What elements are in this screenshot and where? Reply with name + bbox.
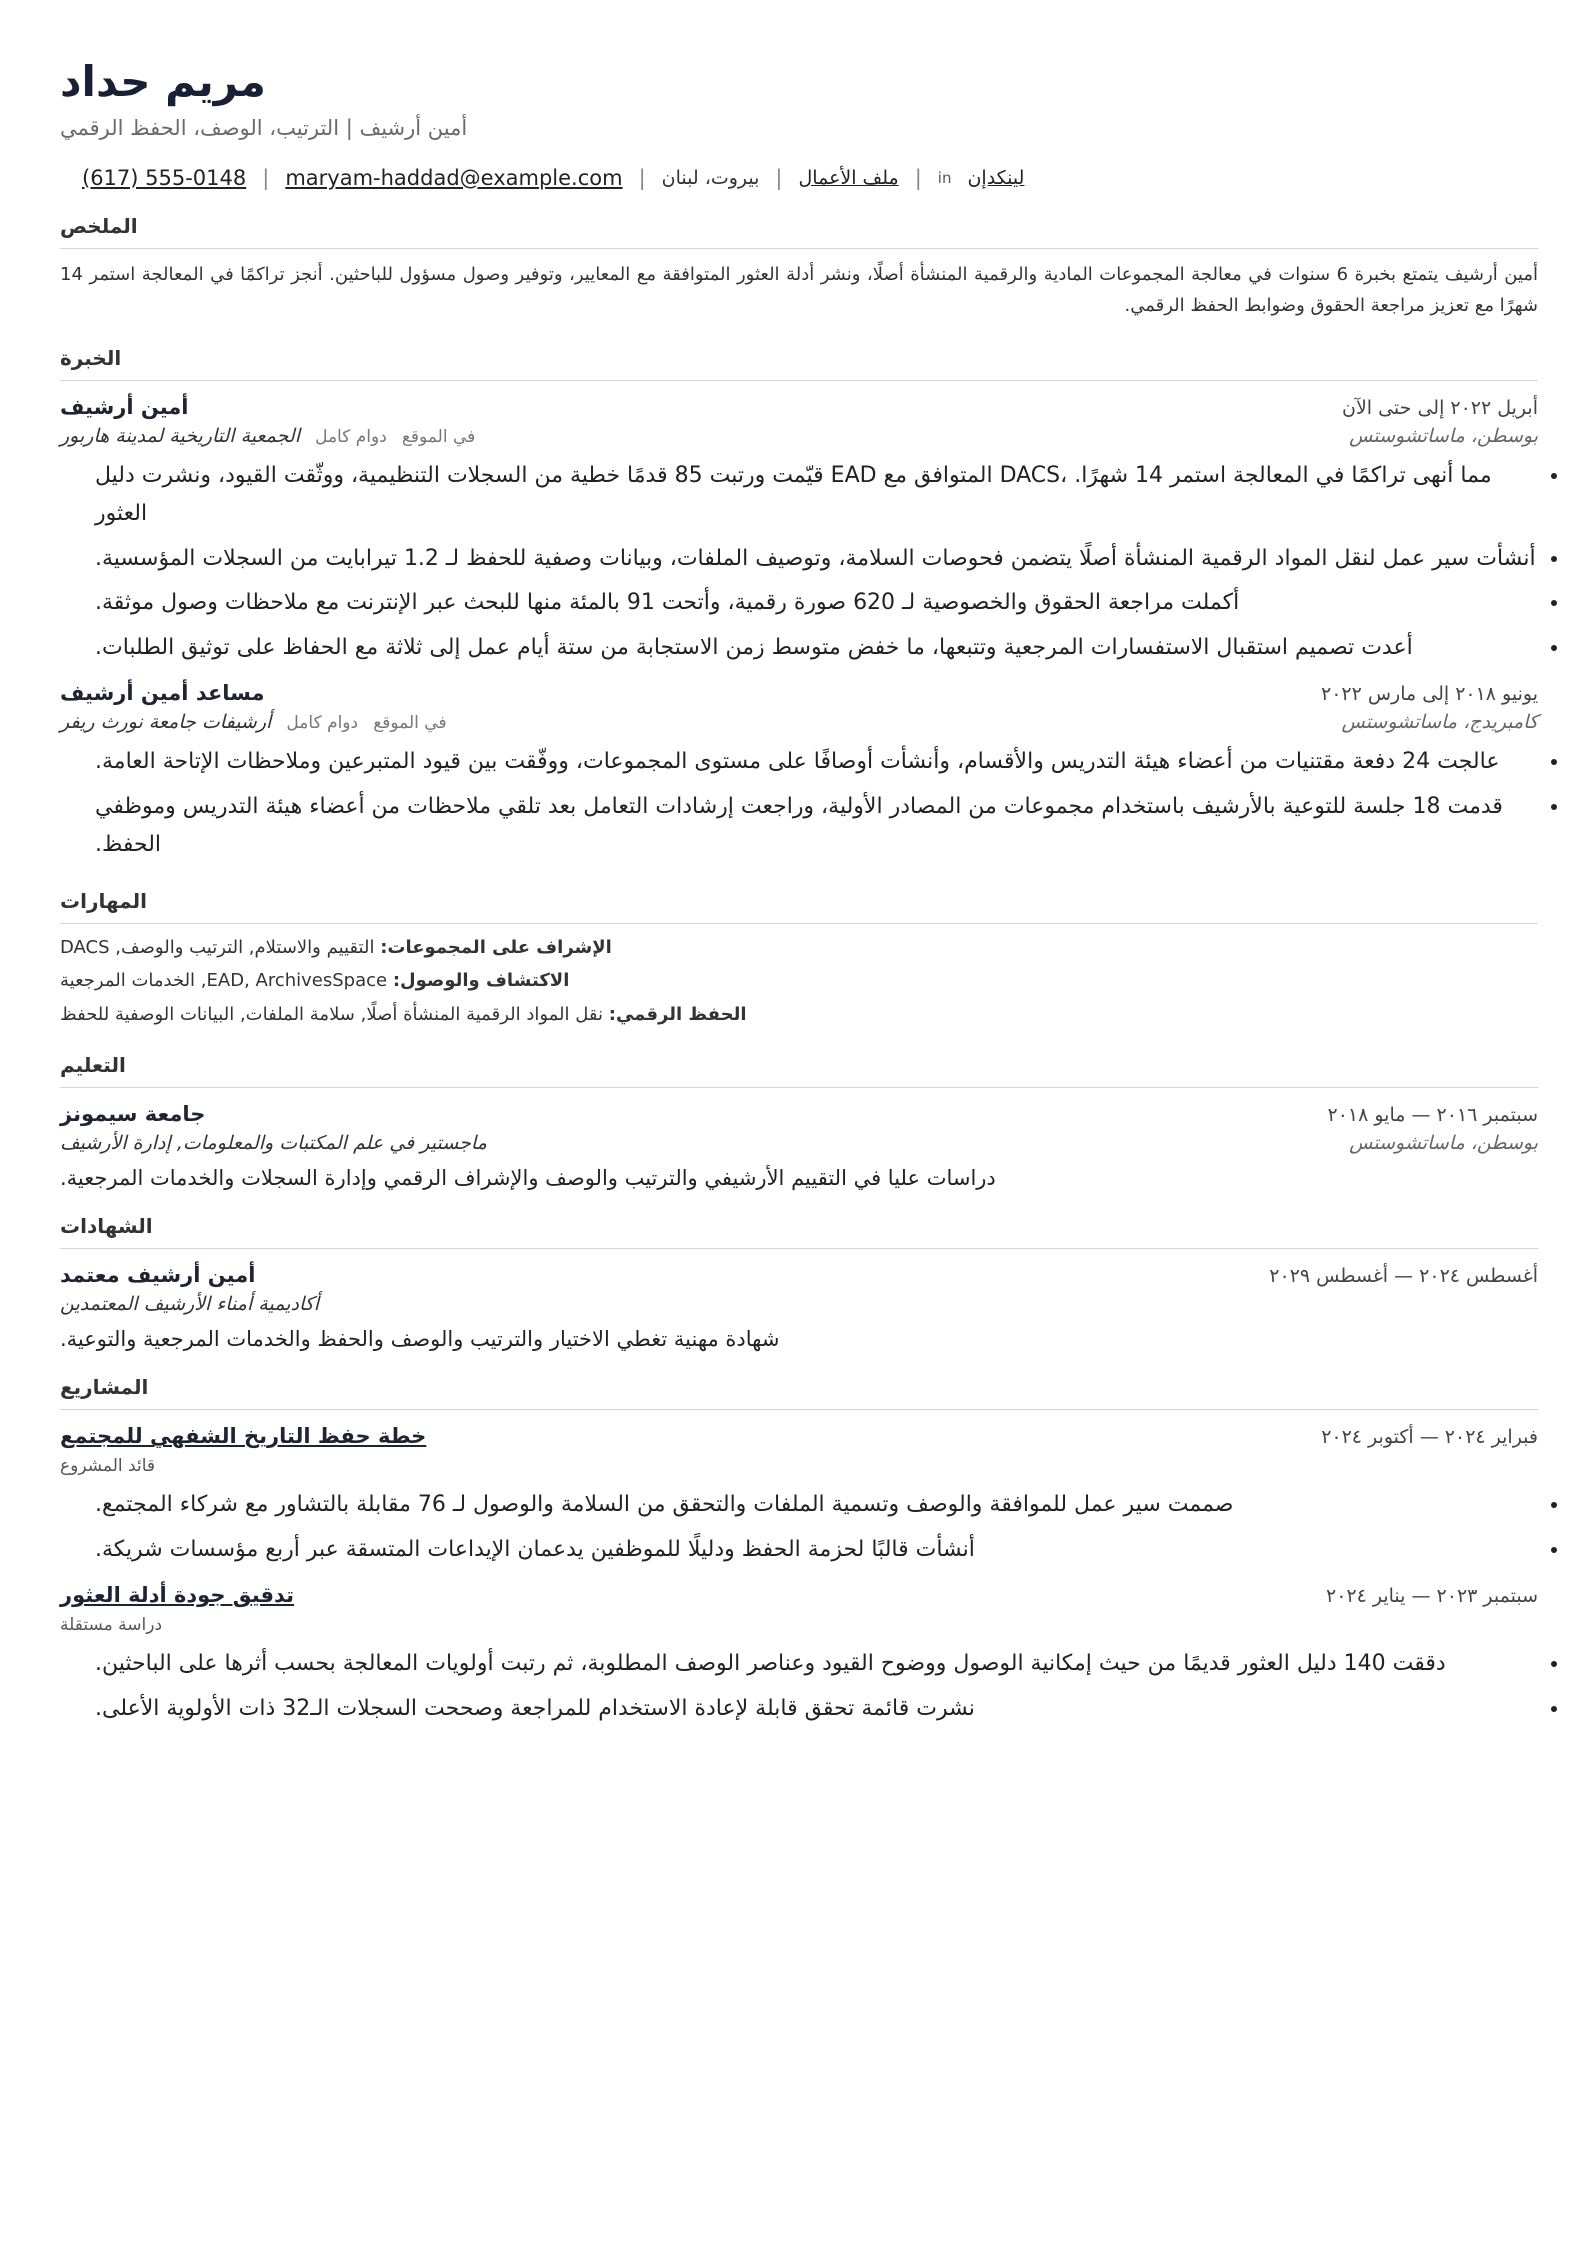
job-dates: أبريل ٢٠٢٢ إلى حتى الآن — [1341, 396, 1538, 419]
separator: | — [914, 165, 922, 190]
job-organization: الجمعية التاريخية لمدينة هاربور — [60, 424, 300, 447]
project-entry — [60, 1424, 1538, 1569]
list-item: • أعدت تصميم استقبال الاستفسارات المرجعية وتتبعها، ما خفض متوسط زمن الاستجابة من ستة أيام عمل إلى ثلاثة مع الحفاظ على توثيق الطلبات. — [95, 629, 1538, 668]
project-dates: سبتمبر ٢٠٢٣ — يناير ٢٠٢٤ — [1326, 1585, 1538, 1608]
section-divider — [60, 248, 1538, 249]
work-mode: في الموقع — [373, 713, 447, 734]
job-bullets — [60, 743, 1538, 865]
school-name: جامعة سيمونز — [60, 1102, 206, 1127]
contact-bar — [82, 166, 1538, 190]
section-title-certifications: الشهادات — [60, 1214, 153, 1239]
project-entry — [60, 1583, 1538, 1728]
job-title: أمين أرشيف — [60, 394, 189, 419]
section-divider — [60, 380, 1538, 381]
job-organization: أرشيفات جامعة نورث ريفر — [60, 711, 272, 734]
candidate-subtitle: أمين أرشيف | الترتيب، الوصف، الحفظ الرقمي — [60, 115, 468, 140]
list-item: • أنشأت سير عمل لنقل المواد الرقمية المنشأة أصلًا يتضمن فحوصات السلامة، وتوصيف الملفات، وبيانات وصفية للحفظ لـ 1.2 تيرابايت من السجلات المؤسسية. — [95, 540, 1538, 579]
education-description: دراسات عليا في التقييم الأرشيفي والترتيب والوصف والإشراف الرقمي وإدارة السجلات والخدمات المرجعية. — [60, 1166, 996, 1191]
project-dates: فبراير ٢٠٢٤ — أكتوبر ٢٠٢٤ — [1321, 1426, 1538, 1449]
job-bullets — [60, 457, 1538, 668]
list-item: • عالجت 24 دفعة مقتنيات من أعضاء هيئة التدريس والأقسام، وأنشأت أوصافًا على مستوى المجموعات، ووفّقت بين قيود المتبرعين وملاحظات الإتاحة العامة. — [95, 743, 1538, 782]
skill-row — [60, 967, 569, 995]
project-role: قائد المشروع — [60, 1456, 155, 1477]
certification-entry — [60, 1263, 1538, 1351]
list-item: • مما أنهى تراكمًا في المعالجة استمر 14 شهرًا. ،DACS المتوافق مع EAD قيّمت ورتبت 85 قدمًا خطية من السجلات التنظيمية، ووثّقت القيود، ونشرت دليل العثور — [95, 457, 1538, 534]
job-title: مساعد أمين أرشيف — [60, 681, 265, 706]
job-location: كامبريدج، ماساتشوستس — [1341, 711, 1538, 734]
section-title-education: التعليم — [60, 1053, 126, 1078]
list-item: • أكملت مراجعة الحقوق والخصوصية لـ 620 صورة رقمية، وأتحت 91 بالمئة منها للبحث عبر الإنترنت مع ملاحظات وصول موثقة. — [95, 584, 1538, 623]
portfolio-link[interactable]: ملف الأعمال — [798, 166, 899, 189]
project-title-link[interactable]: خطة حفظ التاريخ الشفهي للمجتمع — [60, 1424, 427, 1449]
education-location: بوسطن، ماساتشوستس — [1349, 1132, 1538, 1155]
certification-dates: أغسطس ٢٠٢٤ — أغسطس ٢٠٢٩ — [1269, 1265, 1538, 1288]
employment-type: دوام كامل — [286, 713, 359, 734]
section-title-summary: الملخص — [60, 213, 138, 238]
candidate-name: مريم حداد — [60, 57, 266, 106]
section-divider — [60, 1087, 1538, 1088]
separator: | — [775, 165, 783, 190]
skill-items: نقل المواد الرقمية المنشأة أصلًا, سلامة الملفات, البيانات الوصفية للحفظ — [60, 1004, 604, 1026]
education-entry — [60, 1102, 1538, 1190]
linkedin-icon: in — [937, 168, 952, 187]
skill-items: التقييم والاستلام, الترتيب والوصف, DACS — [60, 936, 375, 958]
list-item: • قدمت 18 جلسة للتوعية بالأرشيف باستخدام مجموعات من المصادر الأولية، وراجعت إرشادات التعامل بعد تلقي ملاحظات من أعضاء هيئة التدريس وموظفي الحفظ. — [95, 788, 1538, 865]
list-item: • أنشأت قالبًا لحزمة الحفظ ودليلًا للموظفين يدعمان الإيداعات المتسقة عبر أربع مؤسسات شريكة. — [95, 1531, 1538, 1570]
separator: | — [638, 165, 646, 190]
list-item: • نشرت قائمة تحقق قابلة لإعادة الاستخدام للمراجعة وصححت السجلات الـ32 ذات الأولوية الأعلى. — [95, 1690, 1538, 1729]
skill-label: الإشراف على المجموعات: — [380, 936, 612, 958]
skill-label: الاكتشاف والوصول: — [392, 970, 570, 992]
work-mode: في الموقع — [401, 426, 476, 447]
education-dates: سبتمبر ٢٠١٦ — مايو ٢٠١٨ — [1327, 1104, 1538, 1127]
separator: | — [262, 165, 270, 190]
employment-type: دوام كامل — [315, 426, 387, 447]
section-title-projects: المشاريع — [60, 1375, 149, 1400]
section-divider — [60, 1409, 1538, 1410]
skill-row — [60, 1001, 747, 1029]
linkedin-link[interactable]: لينكدإن — [967, 166, 1025, 189]
project-bullets — [60, 1486, 1538, 1569]
job-location: بوسطن، ماساتشوستس — [1349, 424, 1538, 447]
email-link[interactable]: maryam-haddad@example.com — [285, 165, 623, 190]
section-title-experience: الخبرة — [60, 345, 122, 370]
project-bullets — [60, 1645, 1538, 1728]
job-dates: يونيو ٢٠١٨ إلى مارس ٢٠٢٢ — [1321, 683, 1538, 706]
location-text: بيروت، لبنان — [661, 166, 760, 189]
certification-description: شهادة مهنية تغطي الاختيار والترتيب والوصف والحفظ والخدمات المرجعية والتوعية. — [60, 1327, 780, 1352]
phone-link[interactable]: (617) 555-0148 — [82, 165, 247, 190]
list-item: • صممت سير عمل للموافقة والوصف وتسمية الملفات والتحقق من السلامة والوصول لـ 76 مقابلة بالتشاور مع شركاء المجتمع. — [95, 1486, 1538, 1525]
certification-issuer: أكاديمية أمناء الأرشيف المعتمدين — [60, 1293, 320, 1316]
skill-items: EAD, ArchivesSpace, الخدمات المرجعية — [60, 970, 388, 992]
project-role: دراسة مستقلة — [60, 1615, 163, 1636]
summary-text: أمين أرشيف يتمتع بخبرة 6 سنوات في معالجة المجموعات المادية والرقمية المنشأة أصلًا، ونشر أدلة العثور المتوافقة مع المعايير، وتوفير وصول مسؤول للباحثين. أنجز تراكمًا في المعالجة استمر 14 شهرًا مع تعزيز مراجعة الحقوق وضوابط الحفظ الرقمي. — [60, 263, 1538, 317]
experience-entry — [60, 681, 1538, 865]
section-divider — [60, 1248, 1538, 1249]
experience-entry — [60, 395, 1538, 668]
skill-row — [60, 934, 612, 962]
project-title-link[interactable]: تدقيق جودة أدلة العثور — [60, 1583, 295, 1608]
degree-name: ماجستير في علم المكتبات والمعلومات, إدارة الأرشيف — [60, 1132, 487, 1155]
list-item: • دققت 140 دليل العثور قديمًا من حيث إمكانية الوصول ووضوح القيود وعناصر الوصف المطلوبة، ثم رتبت أولويات المعالجة بحسب أثرها على الباحثين. — [95, 1645, 1538, 1684]
section-divider — [60, 923, 1538, 924]
certification-title: أمين أرشيف معتمد — [60, 1263, 256, 1288]
section-title-skills: المهارات — [60, 888, 147, 913]
skill-label: الحفظ الرقمي: — [608, 1004, 747, 1026]
